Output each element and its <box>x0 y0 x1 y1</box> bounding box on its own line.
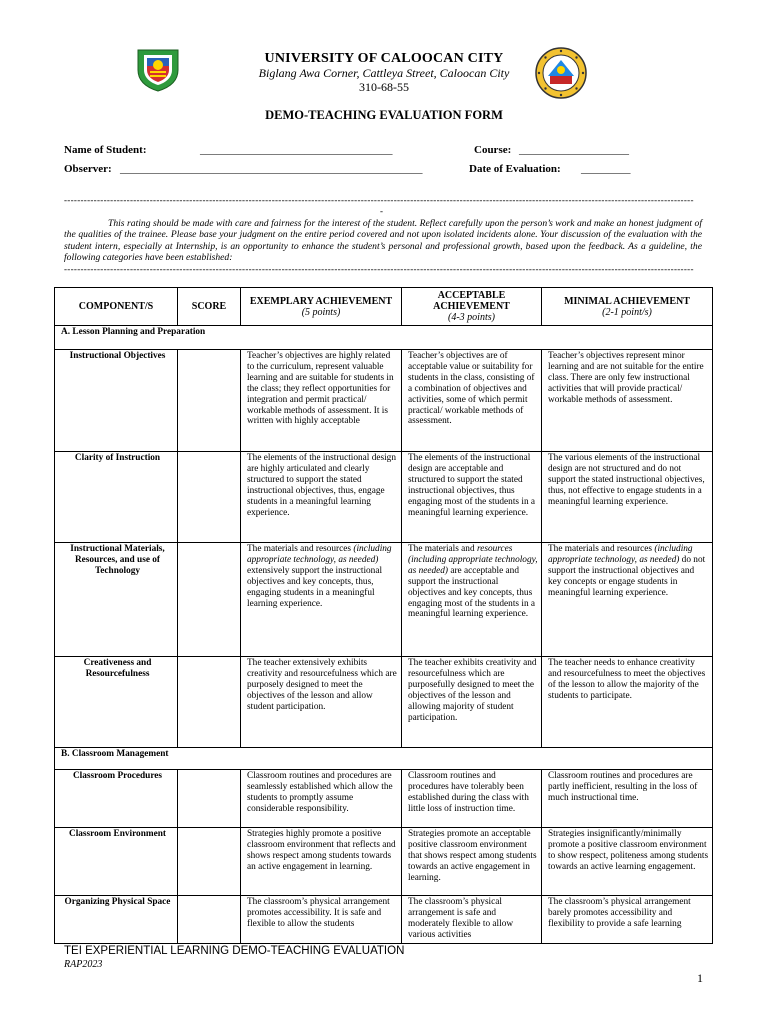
component-cell: Organizing Physical Space <box>55 896 178 944</box>
table-row <box>55 657 713 748</box>
course-label: Course: <box>474 144 512 156</box>
evaluation-table <box>54 287 713 944</box>
header-score: SCORE <box>178 288 241 326</box>
separator-tail: - <box>380 206 383 216</box>
component-cell: Instructional Materials, Resources, and use of Technology <box>55 543 178 657</box>
acceptable-text-b: are acceptable and support the instructional objectives and key concepts, thus engaging most of the students in a meaningful learning experience. <box>408 565 536 620</box>
page-number: 1 <box>697 971 703 985</box>
separator-bottom: ----------------------------------------------------------------------------------------------------------------------------------------------------------------------------------------------- <box>64 264 694 274</box>
score-cell[interactable] <box>178 828 241 896</box>
component-cell: Instructional Objectives <box>55 350 178 452</box>
component-cell: Clarity of Instruction <box>55 452 178 543</box>
acceptable-cell: The classroom’s physical arrangement is safe and moderately flexible to allow various activities <box>402 896 542 944</box>
table-row <box>55 543 713 657</box>
section-a-heading: A. Lesson Planning and Preparation <box>55 326 713 350</box>
header-minimal <box>542 288 713 326</box>
minimal-cell: Teacher’s objectives represent minor learning and are not suitable for the entire class. There are only few instructional activities that will provide practical/ workable methods of assessment. <box>542 350 713 452</box>
header-exemplary <box>241 288 402 326</box>
acceptable-text-a: The materials and <box>408 544 477 554</box>
table-row <box>55 452 713 543</box>
minimal-cell: Strategies insignificantly/minimally promote a positive classroom environment to show respect, politeness among students towards an active learning engagement. <box>542 828 713 896</box>
minimal-cell: Classroom routines and procedures are partly inefficient, resulting in the loss of much instructional time. <box>542 770 713 828</box>
exemplary-cell: Teacher’s objectives are highly related to the curriculum, represent valuable learning and are suitable for students in the class; they reflect opportunities for integration and permit practical/ workable methods of assessment. It is written with highly acceptable <box>241 350 402 452</box>
header-acceptable-points: (4-3 points) <box>448 312 495 323</box>
component-cell: Classroom Procedures <box>55 770 178 828</box>
form-code: RAP2023 <box>64 959 103 970</box>
student-name-field[interactable]: ___________________________________ <box>200 144 393 156</box>
minimal-cell: The various elements of the instructional design are not structured and do not support the stated instructional objectives, thus, not effective to engage students in a meaningful learning experience. <box>542 452 713 543</box>
exemplary-cell: The classroom’s physical arrangement promotes accessibility. It is safe and flexible to allow the students <box>241 896 402 944</box>
intro-paragraph: This rating should be made with care and fairness for the interest of the student. Reflect carefully upon the person’s work and make an honest judgment of the qualities of the trainee. Please base your judgment on the entire period covered and not upon isolated incidents alone. Your discussion of the evaluation with the student intern, especially at Internship, is an opportunity to enhance the student’s personal and professional growth, based upon the feedback. As a guideline, the following categories have been established: <box>64 218 702 263</box>
score-cell[interactable] <box>178 452 241 543</box>
acceptable-cell: Classroom routines and procedures have tolerably been established during the class with little loss of instruction time. <box>402 770 542 828</box>
table-row <box>55 350 713 452</box>
header-acceptable <box>402 288 542 326</box>
header-exemplary-label: EXEMPLARY ACHIEVEMENT <box>249 295 393 307</box>
table-row <box>55 828 713 896</box>
acceptable-text-italic: resources (including appropriate technology, as needed) <box>408 544 538 576</box>
exemplary-text-b: extensively support the instructional objectives and key concepts, thus, engaging students in a meaningful learning experience. <box>247 565 383 609</box>
observer-label: Observer: <box>64 163 112 175</box>
component-cell: Classroom Environment <box>55 828 178 896</box>
university-address: Biglang Awa Corner, Cattleya Street, Caloocan City <box>258 66 510 80</box>
table-header-row <box>55 288 713 326</box>
score-cell[interactable] <box>178 657 241 748</box>
minimal-cell: The classroom’s physical arrangement barely promotes accessibility and flexibility to provide a safe learning <box>542 896 713 944</box>
footer-title: TEI EXPERIENTIAL LEARNING DEMO-TEACHING EVALUATION <box>64 945 405 957</box>
acceptable-cell: The teacher exhibits creativity and resourcefulness which are purposefully designed to meet the objectives of the lesson and allowing majority of student participation. <box>402 657 542 748</box>
score-cell[interactable] <box>178 896 241 944</box>
score-cell[interactable] <box>178 770 241 828</box>
table-row <box>55 770 713 828</box>
acceptable-cell: Teacher’s objectives are of acceptable value or suitability for students in the class, consisting of a combination of objectives and activities, some of which permit practical/ workable methods of assessment. <box>402 350 542 452</box>
course-field[interactable]: ____________________ <box>519 144 629 156</box>
score-cell[interactable] <box>178 350 241 452</box>
minimal-cell: The teacher needs to enhance creativity and resourcefulness to meet the objectives of the lesson to allow the majority of the students to participate. <box>542 657 713 748</box>
university-name: UNIVERSITY OF CALOOCAN CITY <box>264 51 504 66</box>
exemplary-cell: Strategies highly promote a positive classroom environment that reflects and shows respect among students towards an active engagement in learning. <box>241 828 402 896</box>
acceptable-cell: The elements of the instructional design are acceptable and structured to support the stated instructional objectives, thus engaging most of the students in a meaningful learning experience. <box>402 452 542 543</box>
acceptable-cell: Strategies promote an acceptable positive classroom environment that shows respect among students towards an active engagement in learning. <box>402 828 542 896</box>
header-acceptable-label: ACCEPTABLE ACHIEVEMENT <box>433 290 510 312</box>
acceptable-cell <box>402 543 542 657</box>
table-row <box>55 896 713 944</box>
header-component: COMPONENT/S <box>55 288 178 326</box>
exemplary-cell: The teacher extensively exhibits creativity and resourcefulness which are purposely designed to meet the objectives of the lesson and allow student participation. <box>241 657 402 748</box>
exemplary-text-a: The materials and resources <box>247 544 354 554</box>
header-exemplary-points: (5 points) <box>301 306 341 318</box>
minimal-text-a: The materials and resources <box>548 544 655 554</box>
minimal-text-italic: (including appropriate technology, as needed) <box>548 544 693 565</box>
section-b-heading: B. Classroom Management <box>55 748 713 770</box>
university-phone: 310-68-55 <box>359 80 409 94</box>
student-name-label: Name of Student: <box>64 144 147 156</box>
header-minimal-label: MINIMAL ACHIEVEMENT <box>564 295 690 307</box>
minimal-text-b: do not support the instructional objectives and key concepts or engage students in meaningful learning experience. <box>548 554 706 598</box>
component-cell: Creativeness and Resourcefulness <box>55 657 178 748</box>
form-title: DEMO-TEACHING EVALUATION FORM <box>265 108 503 122</box>
exemplary-text-italic: (including appropriate technology, as needed) <box>247 544 392 565</box>
separator-top: ----------------------------------------------------------------------------------------------------------------------------------------------------------------------------------------------- <box>64 195 694 205</box>
exemplary-cell: The elements of the instructional design are highly articulated and clearly structured to support the stated instructional objectives, thus, engage students in a meaningful learning experience. <box>241 452 402 543</box>
minimal-cell <box>542 543 713 657</box>
observer-field[interactable]: _______________________________________________________ <box>120 163 423 175</box>
header-minimal-points: (2-1 point/s) <box>602 306 652 318</box>
exemplary-cell <box>241 543 402 657</box>
exemplary-cell: Classroom routines and procedures are seamlessly established which allow the students to promptly assume considerable responsibility. <box>241 770 402 828</box>
score-cell[interactable] <box>178 543 241 657</box>
date-label: Date of Evaluation: <box>469 163 561 175</box>
date-field[interactable]: _________ <box>581 163 631 175</box>
